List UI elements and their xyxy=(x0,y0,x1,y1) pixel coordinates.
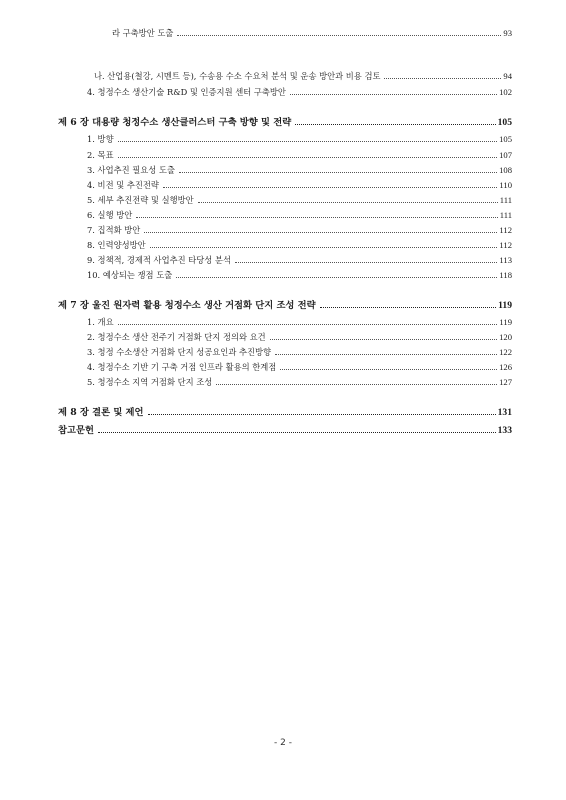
toc-chapter[interactable] xyxy=(0,117,566,128)
toc-entry-title: 3. 사업추진 필요성 도출 xyxy=(87,165,175,175)
toc-entry-page: 127 xyxy=(499,377,512,387)
toc-entry[interactable] xyxy=(0,317,566,328)
toc-entry-page: 126 xyxy=(499,362,512,372)
toc-entry-title: 1. 개요 xyxy=(87,317,114,327)
toc-entry-title: 5. 세부 추진전략 및 실행방안 xyxy=(87,195,194,205)
leader-dots xyxy=(275,354,497,355)
toc-entry-title: 2. 청정수소 생산 전주기 거점화 단지 정의와 요건 xyxy=(87,332,266,342)
toc-entry[interactable] xyxy=(0,134,566,145)
toc-entry-page: 93 xyxy=(503,28,512,38)
leader-dots xyxy=(163,187,497,188)
toc-entry-title: 4. 비전 및 추진전략 xyxy=(87,180,159,190)
leader-dots xyxy=(235,262,497,263)
toc-chapter[interactable] xyxy=(0,425,566,436)
toc-entry[interactable] xyxy=(0,210,566,221)
toc-entry-page: 107 xyxy=(499,150,512,160)
toc-chapter-title: 제 8 장 결론 및 제언 xyxy=(58,407,144,418)
leader-dots xyxy=(290,94,497,95)
toc-entry-title: 10. 예상되는 쟁점 도출 xyxy=(87,270,173,280)
leader-dots xyxy=(216,384,497,385)
toc-entry[interactable] xyxy=(0,255,566,266)
toc-entry-page: 118 xyxy=(499,270,512,280)
toc-entry[interactable] xyxy=(0,165,566,176)
toc-entry-page: 105 xyxy=(499,134,512,144)
leader-dots xyxy=(144,232,497,233)
toc-entry-title: 나. 산업용(철강, 시멘트 등), 수송용 수소 수요처 분석 및 운송 방안과 비용 검토 xyxy=(94,71,381,81)
toc-entry-title: 1. 방향 xyxy=(87,134,114,144)
leader-dots xyxy=(270,339,497,340)
leader-dots xyxy=(98,432,496,433)
toc-entry-title: 라 구축방안 도출 xyxy=(112,28,174,38)
toc-entry-page: 111 xyxy=(499,210,512,220)
leader-dots xyxy=(177,35,501,36)
leader-dots xyxy=(150,247,498,248)
toc-chapter[interactable] xyxy=(0,407,566,418)
toc-entry-title: 4. 청정수소 생산기술 R&D 및 인증지원 센터 구축방안 xyxy=(87,87,286,97)
toc-chapter-title: 참고문헌 xyxy=(58,425,94,436)
toc-entry[interactable] xyxy=(0,270,566,281)
toc-entry-page: 112 xyxy=(499,240,512,250)
leader-dots xyxy=(320,307,497,308)
toc-chapter-page: 131 xyxy=(497,407,512,418)
leader-dots xyxy=(118,141,498,142)
toc-entry[interactable] xyxy=(0,347,566,358)
leader-dots xyxy=(136,217,497,218)
toc-chapter-page: 105 xyxy=(497,117,512,128)
toc-entry-title: 2. 목표 xyxy=(87,150,114,160)
toc-entry-title: 7. 집적화 방안 xyxy=(87,225,141,235)
toc-entry-title: 3. 청정 수소생산 거점화 단지 성공요인과 추진방향 xyxy=(87,347,272,357)
toc-entry-page: 94 xyxy=(503,71,512,81)
toc-entry-title: 9. 정책적, 경제적 사업추진 타당성 분석 xyxy=(87,255,231,265)
leader-dots xyxy=(198,202,498,203)
toc-entry[interactable] xyxy=(0,225,566,236)
toc-entry-page: 113 xyxy=(499,255,512,265)
toc-entry[interactable] xyxy=(0,195,566,206)
toc-chapter-title: 제 6 장 대용량 청정수소 생산클러스터 구축 방향 및 전략 xyxy=(58,117,292,128)
toc-entry[interactable] xyxy=(0,150,566,161)
toc-chapter-page: 119 xyxy=(498,300,512,311)
toc-entry[interactable] xyxy=(0,377,566,388)
toc-entry-title: 5. 청정수소 지역 거점화 단지 조성 xyxy=(87,377,213,387)
toc-entry-page: 120 xyxy=(499,332,512,342)
toc-entry[interactable] xyxy=(0,332,566,343)
toc-entry-page: 112 xyxy=(499,225,512,235)
leader-dots xyxy=(179,172,497,173)
toc-entry[interactable] xyxy=(0,180,566,191)
leader-dots xyxy=(176,277,497,278)
toc-entry-title: 4. 청정수소 기반 기 구축 거점 인프라 활용의 한계점 xyxy=(87,362,277,372)
toc-entry-title: 6. 실행 방안 xyxy=(87,210,133,220)
toc-entry-page: 111 xyxy=(499,195,512,205)
leader-dots xyxy=(295,124,495,125)
toc-entry[interactable] xyxy=(0,362,566,373)
toc-chapter-page: 133 xyxy=(497,425,512,436)
toc-chapter-title: 제 7 장 울진 원자력 활용 청정수소 생산 거점화 단지 조성 전략 xyxy=(58,300,316,311)
toc-entry[interactable] xyxy=(0,87,566,98)
toc-entry[interactable] xyxy=(0,28,566,39)
toc-entry-page: 119 xyxy=(499,317,512,327)
page-number: - 2 - xyxy=(274,738,292,748)
leader-dots xyxy=(280,369,497,370)
toc-entry-page: 108 xyxy=(499,165,512,175)
toc-entry[interactable] xyxy=(0,240,566,251)
leader-dots xyxy=(118,157,498,158)
toc-entry[interactable] xyxy=(0,71,566,82)
toc-entry-page: 122 xyxy=(499,347,512,357)
toc-entry-title: 8. 인력양성방안 xyxy=(87,240,146,250)
toc-entry-page: 102 xyxy=(499,87,512,97)
leader-dots xyxy=(148,414,496,415)
leader-dots xyxy=(384,78,501,79)
toc-chapter[interactable] xyxy=(0,300,566,311)
leader-dots xyxy=(118,324,498,325)
toc-entry-page: 110 xyxy=(499,180,512,190)
